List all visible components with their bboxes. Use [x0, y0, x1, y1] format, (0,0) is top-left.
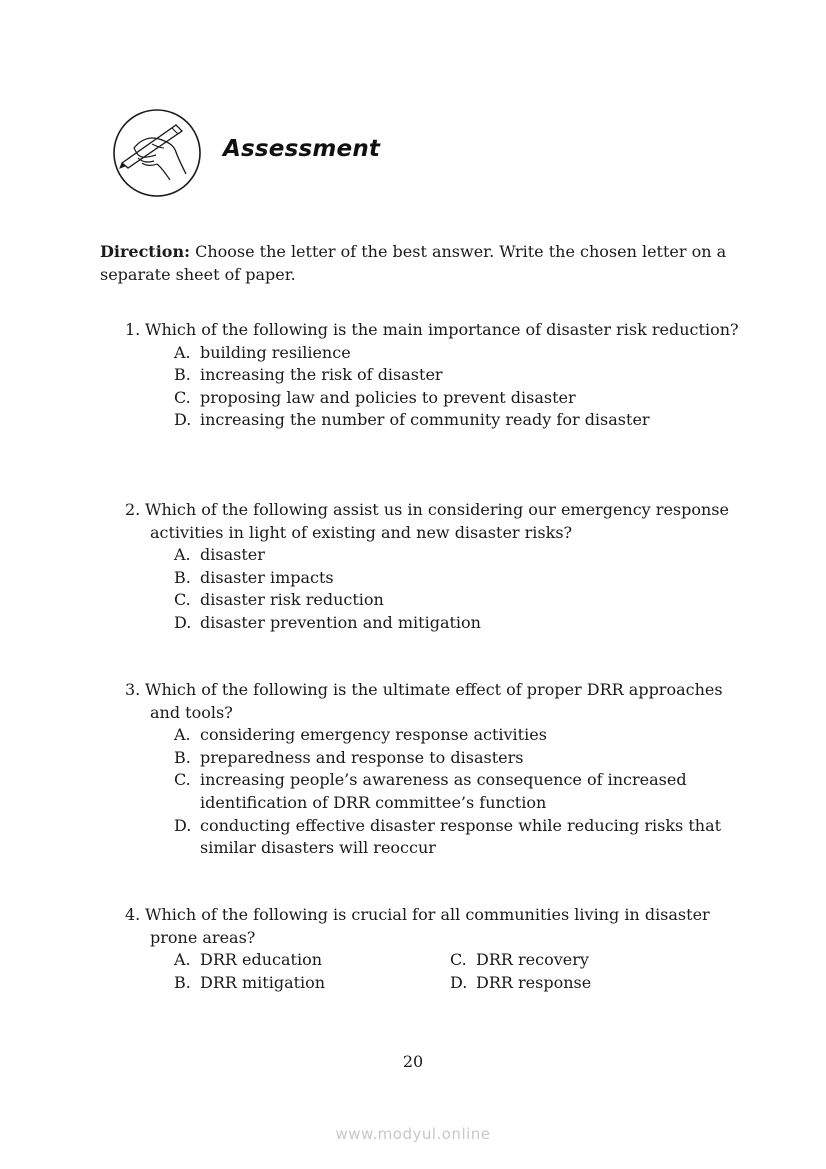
option-text: proposing law and policies to prevent disaster — [200, 387, 576, 407]
option-text: disaster — [200, 545, 265, 565]
option-c — [174, 769, 745, 814]
option-a — [174, 544, 745, 567]
question-number: 3. — [125, 680, 141, 699]
option-d — [174, 409, 745, 432]
question-3 — [125, 679, 745, 860]
option-a — [174, 342, 745, 365]
option-letter: B. — [174, 972, 191, 992]
option-d — [450, 972, 650, 995]
option-letter: C. — [174, 770, 191, 790]
question-2 — [125, 499, 745, 635]
option-a — [174, 724, 745, 747]
option-letter: C. — [174, 387, 191, 407]
option-letter: A. — [174, 342, 191, 362]
question-number: 2. — [125, 500, 141, 519]
question-number: 1. — [125, 320, 141, 339]
option-b — [174, 972, 450, 995]
direction-label: Direction: — [100, 242, 190, 261]
option-text: conducting effective disaster response while reducing risks that similar disasters will reoccur — [200, 815, 722, 858]
option-text: DRR recovery — [476, 950, 589, 970]
option-text: increasing the risk of disaster — [200, 365, 443, 385]
option-letter: D. — [174, 410, 192, 430]
option-d — [174, 815, 745, 860]
option-c — [450, 949, 650, 972]
option-a — [174, 949, 450, 972]
question-4 — [125, 904, 745, 994]
option-letter: C. — [174, 590, 191, 610]
option-text: DRR education — [200, 950, 323, 970]
option-text: DRR response — [476, 972, 592, 992]
direction-text: Choose the letter of the best answer. Write the chosen letter on a separate sheet of paper. — [100, 242, 727, 284]
direction-paragraph — [100, 240, 740, 286]
option-text: increasing the number of community ready for disaster — [200, 410, 650, 430]
option-letter: D. — [174, 815, 192, 835]
question-1 — [125, 319, 745, 432]
option-b — [174, 747, 745, 770]
option-letter: B. — [174, 747, 191, 767]
option-letter: A. — [174, 725, 191, 745]
option-c — [174, 589, 745, 612]
option-text: disaster risk reduction — [200, 590, 384, 610]
question-stem: Which of the following is the main importance of disaster risk reduction? — [145, 320, 739, 339]
option-text: increasing people’s awareness as consequence of increased identification of DRR committee’s function — [200, 770, 687, 812]
question-stem: Which of the following is crucial for all communities living in disaster prone areas? — [145, 905, 710, 947]
option-text: building resilience — [200, 342, 351, 362]
option-text: preparedness and response to disasters — [200, 747, 524, 767]
option-letter: B. — [174, 567, 191, 587]
option-text: disaster prevention and mitigation — [200, 612, 481, 632]
option-b — [174, 364, 745, 387]
option-b — [174, 567, 745, 590]
option-text: disaster impacts — [200, 567, 334, 587]
option-letter: D. — [450, 972, 468, 992]
option-letter: A. — [174, 545, 191, 565]
option-letter: A. — [174, 950, 191, 970]
section-title: Assessment — [223, 136, 381, 162]
option-letter: B. — [174, 365, 191, 385]
question-number: 4. — [125, 905, 141, 924]
writing-hand-icon — [112, 108, 202, 198]
option-text: considering emergency response activities — [200, 725, 547, 745]
watermark: www.modyul.online — [335, 1125, 491, 1143]
question-stem: Which of the following is the ultimate effect of proper DRR approaches and tools? — [145, 680, 723, 722]
question-stem: Which of the following assist us in considering our emergency response activities in light of existing and new disaster risks? — [145, 500, 729, 542]
option-letter: C. — [450, 950, 467, 970]
option-c — [174, 387, 745, 410]
option-letter: D. — [174, 612, 192, 632]
option-text: DRR mitigation — [200, 972, 326, 992]
option-d — [174, 612, 745, 635]
page-number: 20 — [402, 1052, 424, 1071]
